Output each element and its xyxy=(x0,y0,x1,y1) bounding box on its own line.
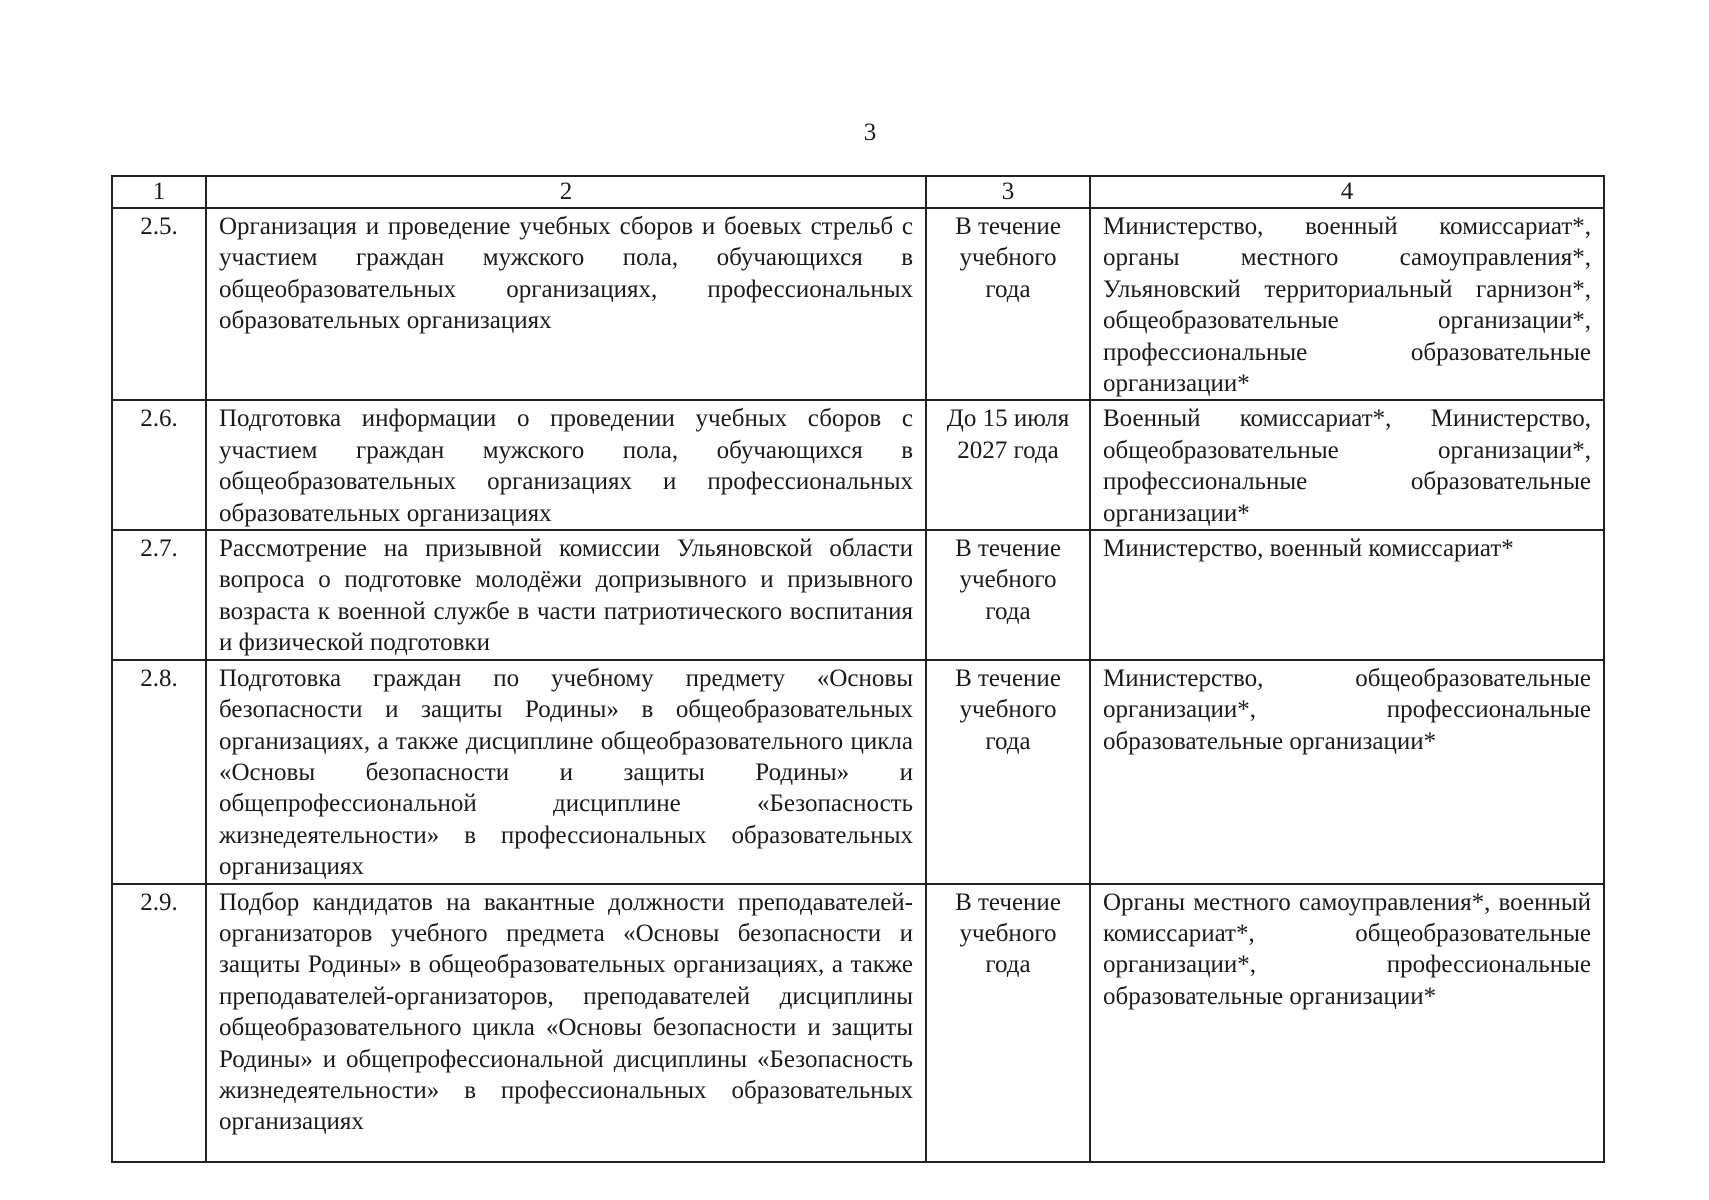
table-row xyxy=(112,884,1604,1162)
event-text: Подготовка граждан по учебному предмету «Основы безопасности и защиты Родины» в общеобразовательных организациях, а также дисциплине общеобразовательного цикла «Основы безопасности и защиты Родины» и общепрофессиональной дисциплине «Безопасность жизнедеятельности» в профессиональных образовательных организациях xyxy=(206,660,926,884)
executors-text: Военный комиссариат*, Министерство, общеобразовательные организации*, профессиональные образовательные организации* xyxy=(1090,400,1604,530)
table-row xyxy=(112,660,1604,884)
executors-text: Министерство, общеобразовательные организации*, профессиональные образовательные организации* xyxy=(1090,660,1604,884)
table-row xyxy=(112,530,1604,660)
executors-text: Органы местного самоуправления*, военный комиссариат*, общеобразовательные организации*, профессиональные образовательные организации* xyxy=(1090,884,1604,1162)
term-text: В течение учебного года xyxy=(926,208,1090,400)
table-row xyxy=(112,400,1604,530)
page-number: 3 xyxy=(863,119,877,146)
row-number: 2.6. xyxy=(112,400,206,530)
header-cell-term: 3 xyxy=(926,176,1090,208)
term-text: До 15 июля 2027 года xyxy=(926,400,1090,530)
event-text: Подбор кандидатов на вакантные должности преподавателей-организаторов учебного предмета «Основы безопасности и защиты Родины» в общеобразовательных организациях, а также преподавателей-организаторов, преподавателей дисциплины общеобразовательного цикла «Основы безопасности и защиты Родины» и общепрофессиональной дисциплины «Безопасность жизнедеятельности» в профессиональных образовательных организациях xyxy=(206,884,926,1162)
row-number: 2.8. xyxy=(112,660,206,884)
header-cell-executors: 4 xyxy=(1090,176,1604,208)
table-row xyxy=(112,208,1604,400)
row-number: 2.9. xyxy=(112,884,206,1162)
table-header-row xyxy=(112,176,1604,208)
event-text: Организация и проведение учебных сборов и боевых стрельб с участием граждан мужского пола, обучающихся в общеобразовательных организациях, профессиональных образовательных организациях xyxy=(206,208,926,400)
row-number: 2.7. xyxy=(112,530,206,660)
header-cell-number: 1 xyxy=(112,176,206,208)
measures-table xyxy=(111,175,1605,1163)
executors-text: Министерство, военный комиссариат* xyxy=(1090,530,1604,660)
executors-text: Министерство, военный комиссариат*, органы местного самоуправления*, Ульяновский территориальный гарнизон*, общеобразовательные организации*, профессиональные образовательные организации* xyxy=(1090,208,1604,400)
event-text: Подготовка информации о проведении учебных сборов с участием граждан мужского пола, обучающихся в общеобразовательных организациях и профессиональных образовательных организациях xyxy=(206,400,926,530)
term-text: В течение учебного года xyxy=(926,530,1090,660)
header-cell-event: 2 xyxy=(206,176,926,208)
row-number: 2.5. xyxy=(112,208,206,400)
term-text: В течение учебного года xyxy=(926,884,1090,1162)
event-text: Рассмотрение на призывной комиссии Ульяновской области вопроса о подготовке молодёжи допризывного и призывного возраста к военной службе в части патриотического воспитания и физической подготовки xyxy=(206,530,926,660)
term-text: В течение учебного года xyxy=(926,660,1090,884)
